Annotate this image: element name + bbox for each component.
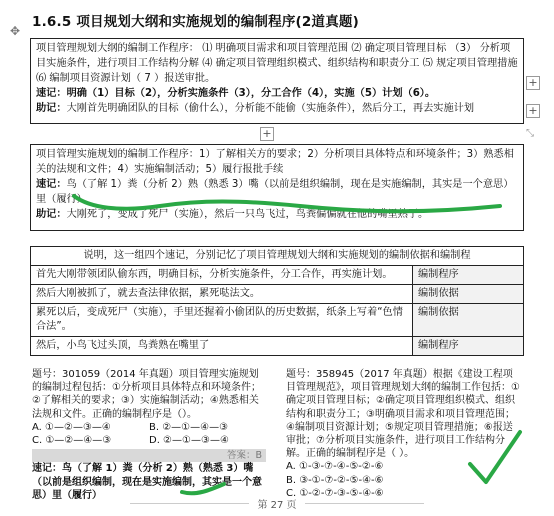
resize-handle-icon[interactable]: ⤡ xyxy=(526,128,534,139)
table-row: 然后大刚被抓了，就去查法律依据，累死哒法文。 编制依据 xyxy=(31,285,524,304)
add-column-plus-icon[interactable]: + xyxy=(526,76,540,90)
section-title: 1.6.5 项目规划大纲和实施规划的编制程序(2道真题) xyxy=(32,14,359,30)
option-a: A. ①-③-⑦-④-⑤-②-⑥ xyxy=(286,461,384,473)
implementation-program-box xyxy=(30,144,524,231)
table-row: 然后，小鸟飞过头顶，鸟粪熟在嘴里了 编制程序 xyxy=(31,337,524,356)
table-move-handle-icon[interactable]: ✥ xyxy=(9,24,21,38)
page-footer xyxy=(0,496,554,511)
table-header: 说明，这一组四个速记，分别记忆了项目管理规划大纲和实施规划的编制依据和编制程 xyxy=(31,247,524,266)
outline-program-text: 项目管理规划大纲的编制工作程序： ⑴ 明确项目需求和项目管理范围 ⑵ 确定项目管理目标 （3） 分析项目实施条件，进行项目工作结构分解 ⑷ 确定项目管理组织模式、组织结构和职责分工 ⑸ 规定项目管理措施 ⑹ 编制项目资源计划（ 7 ）报送审批。 xyxy=(36,43,518,84)
add-row-plus-icon[interactable]: + xyxy=(260,127,274,141)
outline-program-box xyxy=(30,38,524,124)
table-row: 首先大刚带领团队偷东西，明确目标，分析实施条件，分工合作，再实施计划。 编制程序 xyxy=(31,266,524,285)
question-301059 xyxy=(32,368,266,502)
implementation-program-text: 项目管理实施规划的编制工作程序：1）了解相关方的要求；2）分析项目具体特点和环境条件；3）熟悉相关的法规和文件；4）实施编制活动；5）履行报批手续 xyxy=(36,149,514,175)
outline-mnemonic: 速记：明确（1）目标（2），分析实施条件（3），分工合作（4），实施（5）计划（6）。 xyxy=(36,88,436,99)
question-358945 xyxy=(286,368,522,500)
question-text: 题号：358945（2017 年真题）根据《建设工程项目管理规范》，项目管理规划大纲的编制工作包括：①确定项目管理目标；②确定项目管理组织模式、组织结构和职责分工；③明确项目需求和项目管理范围；④编制项目资源计划；⑤规定项目管理措施；⑥报送审批；⑦分析项目实施条件，进行项目工作结构分解。正确的编制程序是（ ）。 xyxy=(286,369,520,460)
mnemonic-map-table xyxy=(30,246,524,356)
table-row: 累死以后，变成死尸（实施），手里还握着小偷团队的历史数据，纸条上写着“色情合法”。 编制依据 xyxy=(31,304,524,337)
add-column-plus-icon[interactable]: + xyxy=(526,104,540,118)
option-b: B. ②—①—④—③ xyxy=(149,421,229,433)
question-mnemonic: 速记：鸟（了解 1）粪（分析 2）熟（熟悉 3）嘴（以前是组织编制，现在是实施编制，其实是一个意思）里（履行） xyxy=(32,463,262,501)
answer-bar: 答案：B xyxy=(32,449,266,462)
implementation-aid: 助记：大刚死了，变成了死尸（实施），然后一只鸟飞过，鸟粪偏偏就在他的嘴里熟了。 xyxy=(36,209,429,220)
option-d: D. ②—①—③—④ xyxy=(149,435,229,447)
option-c: C. ①—②—④—③ xyxy=(32,435,112,447)
option-b: B. ③-①-⑦-②-⑤-④-⑥ xyxy=(286,474,384,486)
question-options xyxy=(32,421,266,447)
outline-aid: 助记：大刚首先明确团队的目标（偷什么），分析能不能偷（实施条件），然后分工，再去实施计划 xyxy=(36,103,475,114)
question-text: 题号：301059（2014 年真题）项目管理实施规划的编制过程包括：①分析项目具体特点和环境条件；②了解相关的要求；③）实施编制活动；④熟悉相关法规和文件。正确的编制程序是（）。 xyxy=(32,369,261,420)
page-number: 第 27 页 xyxy=(249,500,304,511)
implementation-mnemonic: 速记：鸟（了解 1）粪（分析 2）熟（熟悉 3）嘴（以前是组织编制，现在是实施编制，其实是一个意思）里（履行） xyxy=(36,179,514,205)
option-a: A. ①—②—③—④ xyxy=(32,421,111,433)
option-c: C. ①-②-⑦-③-⑤-④-⑥ xyxy=(286,487,384,499)
